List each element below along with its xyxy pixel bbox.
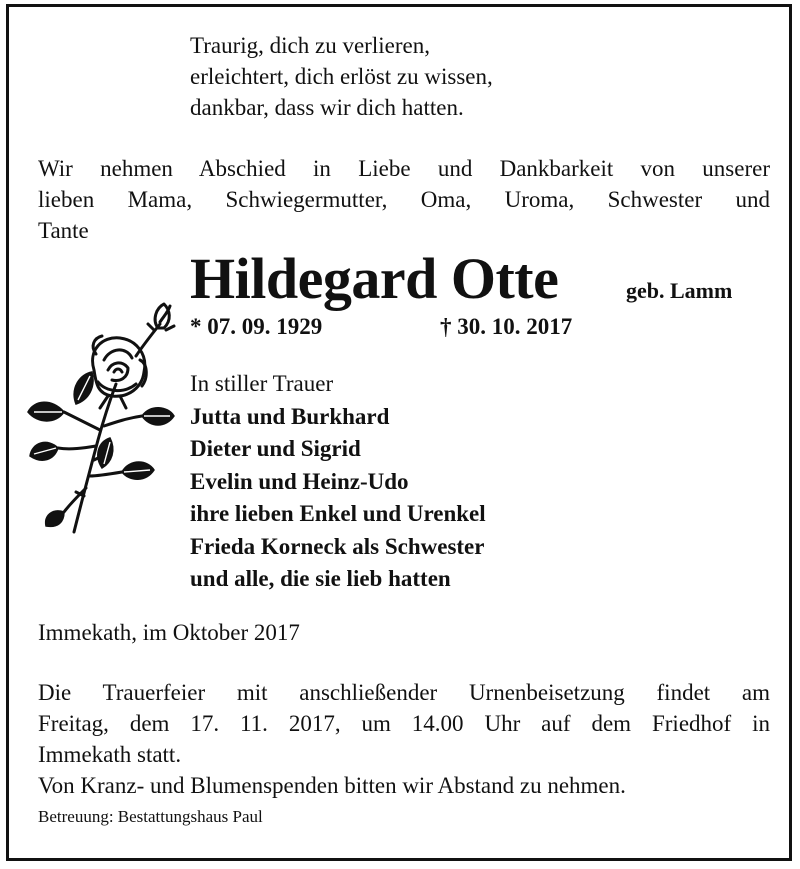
ceremony-details <box>38 677 770 801</box>
poem-line: dankbar, dass wir dich hatten. <box>190 95 464 120</box>
farewell-line: Wir nehmen Abschied in Liebe und Dankbarkeit von unserer <box>38 156 770 181</box>
birth-date: * 07. 09. 1929 <box>190 314 323 339</box>
rose-icon <box>24 300 182 538</box>
poem <box>190 30 493 123</box>
mourner-entry: ihre lieben Enkel und Urenkel <box>190 501 486 526</box>
mourner-entry: Evelin und Heinz-Udo <box>190 468 409 494</box>
mourner-entry: Dieter und Sigrid <box>190 436 361 461</box>
farewell-line: lieben Mama, Schwiegermutter, Oma, Uroma, Schwester und <box>38 187 770 212</box>
ceremony-line: Freitag, dem 17. 11. 2017, um 14.00 Uhr auf dem Friedhof in <box>38 711 770 736</box>
deceased-name: Hildegard Otte <box>190 246 559 311</box>
mourner-entry: Jutta und Burkhard <box>190 403 390 429</box>
death-date: † 30. 10. 2017 <box>440 314 573 339</box>
donation-note: Von Kranz- und Blumenspenden bitten wir Abstand zu nehmen. <box>38 773 626 798</box>
ceremony-line: Immekath statt. <box>38 742 182 767</box>
poem-line: Traurig, dich zu verlieren, <box>190 33 430 58</box>
mourners-heading: In stiller Trauer <box>190 371 334 396</box>
mourners-list <box>190 368 486 596</box>
farewell-line: Tante <box>38 218 89 243</box>
maiden-name: geb. Lamm <box>626 278 733 303</box>
poem-line: erleichtert, dich erlöst zu wissen, <box>190 64 493 89</box>
place-and-date: Immekath, im Oktober 2017 <box>38 620 300 645</box>
farewell-text <box>38 153 770 246</box>
mourner-entry: und alle, die sie lieb hatten <box>190 566 451 591</box>
funeral-home-credit: Betreuung: Bestattungshaus Paul <box>38 807 263 826</box>
mourner-entry: Frieda Korneck als Schwester <box>190 533 485 559</box>
ceremony-line: Die Trauerfeier mit anschließender Urnenbeisetzung findet am <box>38 680 770 705</box>
